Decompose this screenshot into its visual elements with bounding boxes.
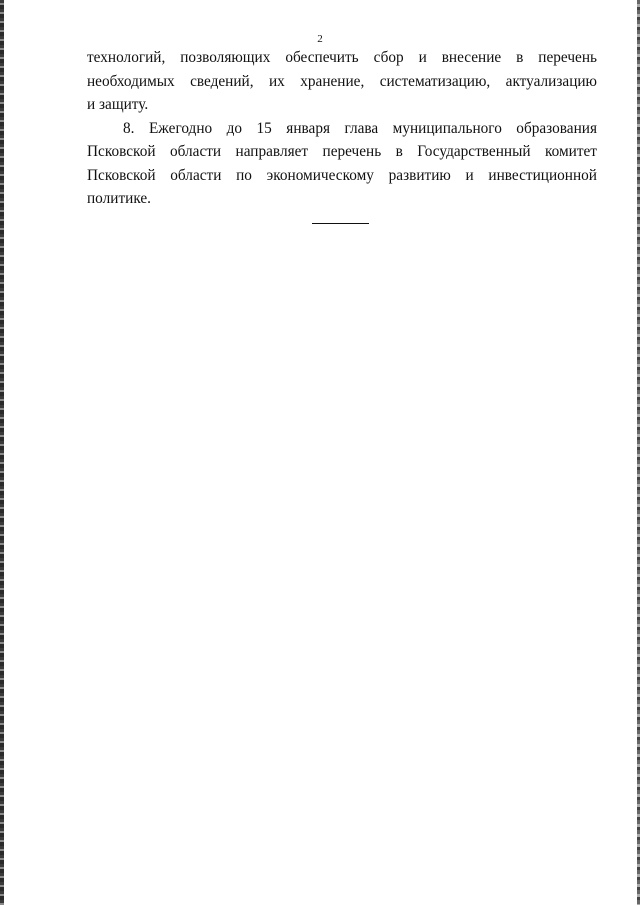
text-line: необходимых сведений, их хранение, систематизацию, актуализацию <box>87 72 597 90</box>
scan-left-edge <box>0 0 4 905</box>
page-number: 2 <box>317 33 323 45</box>
text-line: Псковской области направляет перечень в Государственный комитет <box>87 143 597 160</box>
text-line: 8. Ежегодно до 15 января глава муниципального образования <box>123 119 597 137</box>
text-line: технологий, позволяющих обеспечить сбор и внесение в перечень <box>87 49 597 66</box>
end-of-document-rule <box>312 223 369 224</box>
text-line: и защиту. <box>87 96 149 113</box>
text-line: Псковской области по экономическому развитию и инвестиционной <box>87 166 597 184</box>
text-line: политике. <box>87 190 151 207</box>
document-body <box>87 46 597 211</box>
paragraph-8 <box>87 117 597 211</box>
paragraph-continued <box>87 46 597 117</box>
